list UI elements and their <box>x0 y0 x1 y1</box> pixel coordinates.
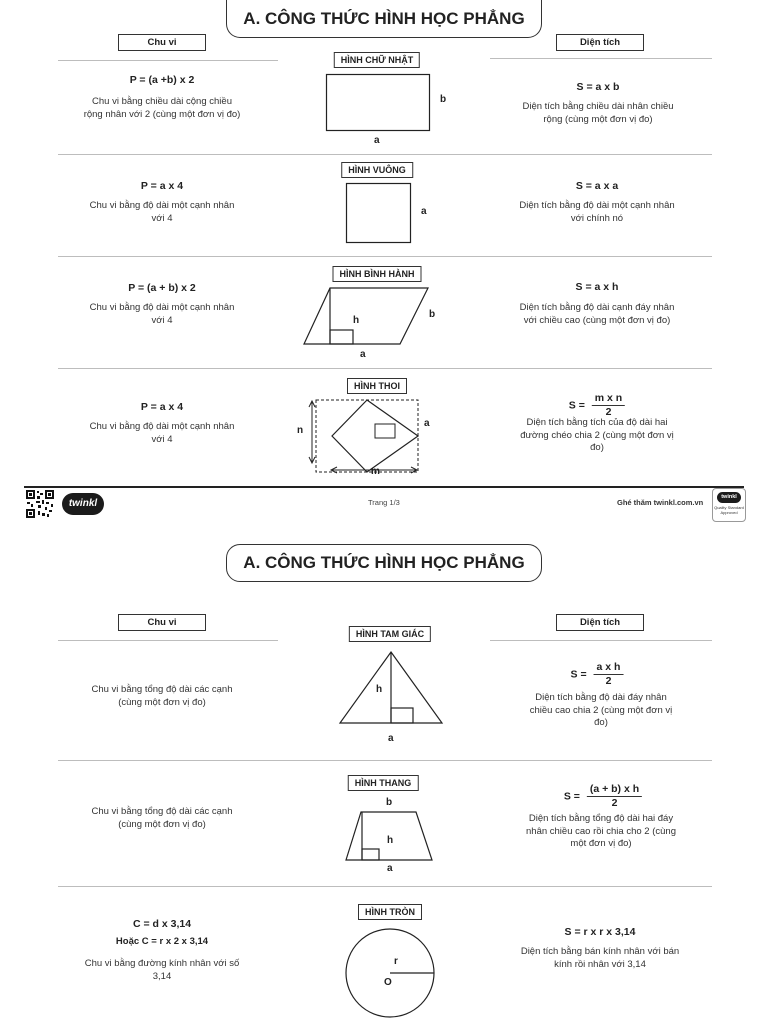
label-a: a <box>424 418 430 429</box>
area-fraction <box>594 661 624 688</box>
rectangle-figure <box>326 74 430 132</box>
shape-label-trapezoid: HÌNH THANG <box>348 775 419 791</box>
perimeter-formula: P = (a +b) x 2 <box>129 74 195 86</box>
area-fraction <box>592 392 625 419</box>
fraction-numerator: m x n <box>592 392 625 406</box>
area-formula <box>569 392 625 419</box>
area-description: Diện tích bằng độ dài cạnh đáy nhân với chiều cao (cùng một đơn vị đo) <box>519 302 675 326</box>
badge-logo: twinkl <box>717 492 741 503</box>
shape-label-parallelogram: HÌNH BÌNH HÀNH <box>333 266 422 282</box>
qr-code-icon <box>26 490 54 518</box>
shape-label-circle: HÌNH TRÒN <box>358 904 422 920</box>
page-number: Trang 1/3 <box>368 498 400 507</box>
label-h: h <box>376 684 383 695</box>
area-description: Diện tích bằng tích của độ dài hai đường chéo chia 2 (cùng một đơn vị đo) <box>520 417 674 453</box>
page-title: A. CÔNG THỨC HÌNH HỌC PHẲNG <box>226 544 542 582</box>
label-r: r <box>394 956 398 967</box>
circle-figure <box>345 926 435 1020</box>
perimeter-description: Chu vi bằng độ dài một cạnh nhân với 4 <box>89 200 235 224</box>
label-h: h <box>353 315 360 326</box>
area-description: Diện tích bằng bán kính nhân với bán kính rồi nhân với 3,14 <box>520 946 680 970</box>
divider <box>490 640 712 641</box>
perimeter-formula: P = (a + b) x 2 <box>128 282 196 294</box>
area-formula: S = a x h <box>575 281 619 293</box>
area-formula <box>564 783 642 810</box>
shape-label-rhombus: HÌNH THOI <box>347 378 407 394</box>
parallelogram-figure <box>300 286 430 348</box>
perimeter-formula: C = d x 3,14 <box>132 918 192 930</box>
area-description: Diện tích bằng tổng độ dài hai đáy nhân chiều cao rồi chia cho 2 (cùng một đơn vị đo) <box>526 813 676 849</box>
area-formula: S = r x r x 3,14 <box>564 926 636 938</box>
fraction-denominator: 2 <box>611 797 618 809</box>
square-figure <box>346 183 412 244</box>
area-description: Diện tích bằng độ dài đáy nhân chiều cao chia 2 (cùng một đơn vị đo) <box>529 692 673 728</box>
fraction-numerator: (a + b) x h <box>587 783 642 797</box>
perimeter-header: Chu vi <box>118 614 206 631</box>
area-description: Diện tích bằng độ dài một cạnh nhân với chính nó <box>519 200 675 224</box>
shape-label-rectangle: HÌNH CHỮ NHẬT <box>334 52 420 68</box>
fraction-numerator: a x h <box>594 661 624 675</box>
label-n: n <box>297 425 304 436</box>
area-description: Diện tích bằng chiều dài nhân chiều rộng (cùng một đơn vị đo) <box>522 101 674 125</box>
twinkl-logo[interactable]: twinkl <box>62 493 104 515</box>
badge-caption: Quality Standard Approved <box>714 505 744 515</box>
divider <box>58 640 278 641</box>
label-o: O <box>384 977 392 988</box>
label-a: a <box>421 206 427 217</box>
divider <box>58 760 712 761</box>
divider <box>58 60 278 61</box>
area-formula-prefix: S = <box>570 668 587 681</box>
perimeter-description: Chu vi bằng tổng độ dài các cạnh (cùng một đơn vị đo) <box>91 806 233 830</box>
perimeter-description: Chu vi bằng đường kính nhân với số 3,14 <box>84 958 240 982</box>
shape-label-triangle: HÌNH TAM GIÁC <box>349 626 431 642</box>
perimeter-description: Chu vi bằng chiều dài cộng chiều rộng nhân với 2 (cùng một đơn vị đo) <box>83 96 241 120</box>
perimeter-description: Chu vi bằng tổng độ dài các cạnh (cùng một đơn vị đo) <box>91 684 233 708</box>
area-formula: S = a x a <box>575 180 619 192</box>
perimeter-description: Chu vi bằng độ dài một cạnh nhân với 4 <box>89 302 235 326</box>
fraction-denominator: 2 <box>605 406 612 418</box>
label-m: m <box>371 466 380 477</box>
label-b: b <box>386 797 393 808</box>
label-a: a <box>388 733 394 744</box>
divider <box>58 256 712 257</box>
perimeter-header: Chu vi <box>118 34 206 51</box>
divider <box>490 58 712 59</box>
triangle-figure <box>338 650 444 726</box>
label-a: a <box>374 135 380 146</box>
label-a: a <box>387 863 393 874</box>
perimeter-formula-alt: Hoặc C = r x 2 x 3,14 <box>115 936 209 947</box>
area-formula-prefix: S = <box>563 790 580 803</box>
label-h: h <box>387 835 394 846</box>
area-fraction <box>587 783 642 810</box>
area-formula <box>571 661 624 688</box>
shape-label-square: HÌNH VUÔNG <box>341 162 413 178</box>
label-a: a <box>360 349 366 360</box>
quality-badge <box>712 488 746 522</box>
rhombus-figure <box>308 396 426 476</box>
area-formula-prefix: S = <box>568 399 585 412</box>
fraction-denominator: 2 <box>605 675 612 687</box>
perimeter-formula: P = a x 4 <box>140 401 184 413</box>
divider <box>58 154 712 155</box>
perimeter-formula: P = a x 4 <box>140 180 184 192</box>
label-b: b <box>429 309 436 320</box>
divider <box>58 368 712 369</box>
area-header: Diện tích <box>556 34 644 51</box>
footer-rule <box>24 486 744 488</box>
label-b: b <box>440 94 447 105</box>
divider <box>58 886 712 887</box>
page-title: A. CÔNG THỨC HÌNH HỌC PHẲNG <box>226 0 542 38</box>
visit-link[interactable]: Ghé thăm twinkl.com.vn <box>617 498 704 507</box>
area-header: Diện tích <box>556 614 644 631</box>
perimeter-description: Chu vi bằng độ dài một cạnh nhân với 4 <box>89 421 235 445</box>
area-formula: S = a x b <box>576 81 620 93</box>
